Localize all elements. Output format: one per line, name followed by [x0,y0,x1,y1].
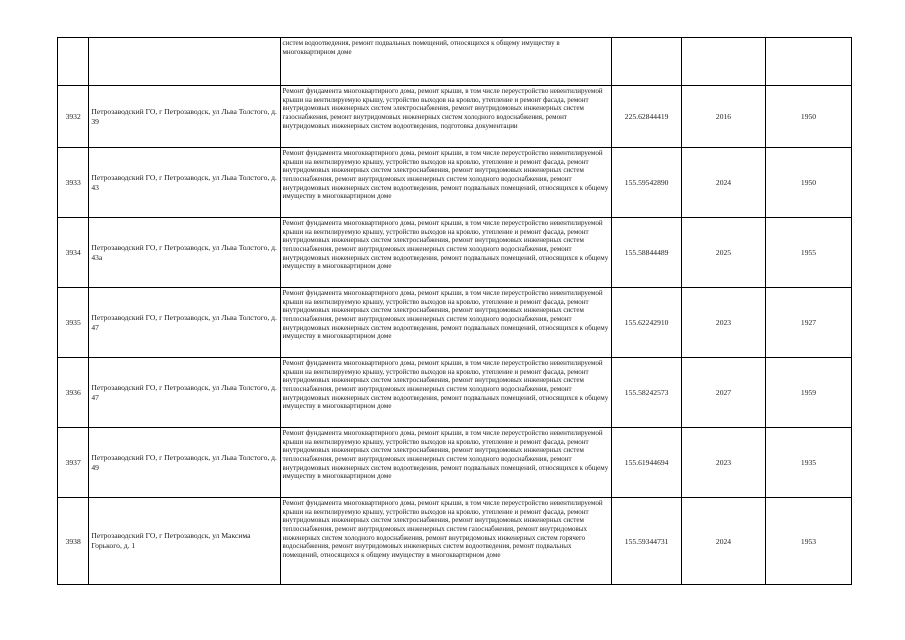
row-repair-year: 2025 [682,218,766,288]
table-row [58,86,852,148]
row-works: Ремонт фундамента многоквартирного дома, ремонт крыши, в том числе переустройство невентилируемой крыши на вентилируемую крышу, устройство выходов на кровлю, утепление и ремонт фасада, ремонт внутридомовых инженерных систем электроснабжения, ремонт внутридомовых инженерных систем теплоснабжения, ремонт внутридомовых инженерных систем холодного водоснабжения, ремонт внутридомовых инженерных систем водоотведения, ремонт подвальных помещений, относящихся к общему имуществу в многоквартирном доме [280,288,612,358]
row-works: Ремонт фундамента многоквартирного дома, ремонт крыши, в том числе переустройство невентилируемой крыши на вентилируемую крышу, устройство выходов на кровлю, утепление и ремонт фасада, ремонт внутридомовых инженерных систем электроснабжения, ремонт внутридомовых инженерных систем теплоснабжения, ремонт внутридомовых инженерных систем холодного водоснабжения, ремонт внутридомовых инженерных систем водоотведения, ремонт подвальных помещений, относящихся к общему имуществу в многоквартирном доме [280,358,612,428]
row-repair-year: 2024 [682,498,766,585]
row-number: 3936 [58,358,89,428]
row-build-year: 1935 [765,428,851,498]
row-address: Петрозаводский ГО, г Петрозаводск, ул Льва Толстого, д. 47 [89,358,280,428]
row-area: 155.58844489 [612,218,682,288]
table-row [58,218,852,288]
row-address: Петрозаводский ГО, г Петрозаводск, ул Льва Толстого, д. 43а [89,218,280,288]
row-repair-year: 2023 [682,428,766,498]
table-row [58,38,852,86]
row-address: Петрозаводский ГО, г Петрозаводск, ул Льва Толстого, д. 39 [89,86,280,148]
row-build-year: 1955 [765,218,851,288]
table-row [58,358,852,428]
row-area [612,38,682,86]
row-address: Петрозаводский ГО, г Петрозаводск, ул Максима Горького, д. 1 [89,498,280,585]
row-works: Ремонт фундамента многоквартирного дома, ремонт крыши, в том числе переустройство невентилируемой крыши на вентилируемую крышу, устройство выходов на кровлю, утепление и ремонт фасада, ремонт внутридомовых инженерных систем электроснабжения, ремонт внутридомовых инженерных систем теплоснабжения, ремонт внутридомовых инженерных систем холодного водоснабжения, ремонт внутридомовых инженерных систем водоотведения, ремонт подвальных помещений, относящихся к общему имуществу в многоквартирном доме [280,218,612,288]
row-number: 3937 [58,428,89,498]
row-address: Петрозаводский ГО, г Петрозаводск, ул Льва Толстого, д. 43 [89,148,280,218]
row-address [89,38,280,86]
table-row [58,498,852,585]
row-number: 3932 [58,86,89,148]
row-build-year: 1959 [765,358,851,428]
row-build-year: 1953 [765,498,851,585]
row-area: 155.61944694 [612,428,682,498]
row-build-year: 1950 [765,148,851,218]
row-area: 155.59542890 [612,148,682,218]
row-number: 3933 [58,148,89,218]
row-repair-year [682,38,766,86]
row-repair-year: 2023 [682,288,766,358]
row-number: 3934 [58,218,89,288]
row-works: Ремонт фундамента многоквартирного дома, ремонт крыши, в том числе переустройство невентилируемой крыши на вентилируемую крышу, устройство выходов на кровлю, утепление и ремонт фасада, ремонт внутридомовых инженерных систем электроснабжения, ремонт внутридомовых инженерных систем теплоснабжения, ремонт внутридомовых инженерных систем холодного водоснабжения, ремонт внутридомовых инженерных систем водоотведения, ремонт подвальных помещений, относящихся к общему имуществу в многоквартирном доме [280,148,612,218]
repair-program-table [57,37,852,585]
row-build-year [765,38,851,86]
row-works: Ремонт фундамента многоквартирного дома, ремонт крыши, в том числе переустройство невентилируемой крыши на вентилируемую крышу, устройство выходов на кровлю, утепление и ремонт фасада, ремонт внутридомовых инженерных систем электроснабжения, ремонт внутридомовых инженерных систем теплоснабжения, ремонт внутридомовых инженерных систем газоснабжения, ремонт внутридомовых инженерных систем холодного водоснабжения, ремонт внутридомовых инженерных систем горячего водоснабжения, ремонт внутридомовых инженерных систем водоотведения, ремонт подвальных помещений, относящихся к общему имуществу в многоквартирном доме [280,498,612,585]
row-repair-year: 2024 [682,148,766,218]
row-works: систем водоотведения, ремонт подвальных помещений, относящихся к общему имуществу в многоквартирном доме [280,38,612,86]
row-repair-year: 2016 [682,86,766,148]
row-area: 155.62242910 [612,288,682,358]
table-row [58,288,852,358]
row-works: Ремонт фундамента многоквартирного дома, ремонт крыши, в том числе переустройство невентилируемой крыши на вентилируемую крышу, устройство выходов на кровлю, утепление и ремонт фасада, ремонт внутридомовых инженерных систем электроснабжения, ремонт внутридомовых инженерных систем газоснабжения, ремонт внутридомовых инженерных систем холодного водоснабжения, ремонт внутридомовых инженерных систем водоотведения, подготовка документации [280,86,612,148]
row-number [58,38,89,86]
row-build-year: 1927 [765,288,851,358]
row-works: Ремонт фундамента многоквартирного дома, ремонт крыши, в том числе переустройство невентилируемой крыши на вентилируемую крышу, устройство выходов на кровлю, утепление и ремонт фасада, ремонт внутридомовых инженерных систем электроснабжения, ремонт внутридомовых инженерных систем теплоснабжения, ремонт внутридомовых инженерных систем холодного водоснабжения, ремонт внутридомовых инженерных систем водоотведения, ремонт подвальных помещений, относящихся к общему имуществу в многоквартирном доме [280,428,612,498]
row-address: Петрозаводский ГО, г Петрозаводск, ул Льва Толстого, д. 47 [89,288,280,358]
row-number: 3938 [58,498,89,585]
row-build-year: 1950 [765,86,851,148]
row-area: 155.58242573 [612,358,682,428]
row-area: 225.62844419 [612,86,682,148]
row-address: Петрозаводский ГО, г Петрозаводск, ул Льва Толстого, д. 49 [89,428,280,498]
table-row [58,148,852,218]
row-area: 155.59344731 [612,498,682,585]
table-row [58,428,852,498]
row-repair-year: 2027 [682,358,766,428]
row-number: 3935 [58,288,89,358]
